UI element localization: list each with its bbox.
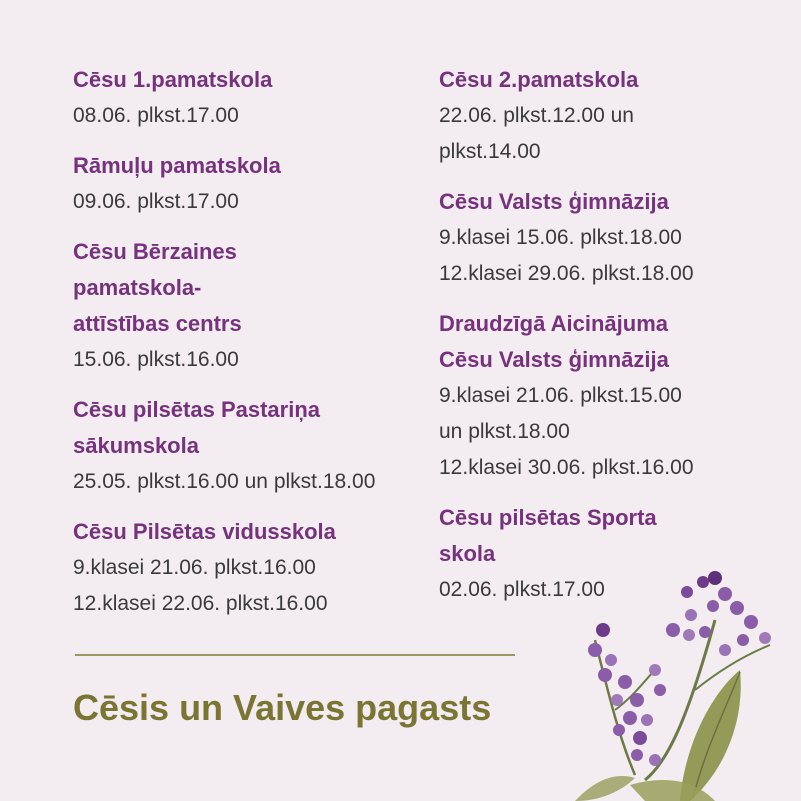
school-name-line: Cēsu pilsētas Pastariņa — [73, 397, 321, 422]
region-title: Cēsis un Vaives pagasts — [73, 687, 492, 728]
divider-line — [75, 654, 515, 656]
event-time-line: 02.06. plkst.17.00 — [439, 578, 605, 601]
event-time-line: 15.06. plkst.16.00 — [73, 348, 239, 371]
school-name-line: Cēsu Bērzaines — [73, 239, 237, 264]
event-time-line: 09.06. plkst.17.00 — [73, 190, 239, 213]
school-name — [439, 62, 739, 98]
event-time-line: 08.06. plkst.17.00 — [73, 104, 239, 127]
event-time — [73, 184, 433, 220]
school-name-line: Cēsu 2.pamatskola — [439, 67, 639, 92]
school-entry — [73, 62, 433, 134]
school-name-line: Rāmuļu pamatskola — [73, 153, 281, 178]
school-entry — [439, 306, 739, 486]
event-time-line: 9.klasei 21.06. plkst.15.00 — [439, 384, 682, 407]
left-school-column — [73, 62, 433, 636]
event-time — [439, 220, 739, 292]
event-time-line: 12.klasei 30.06. plkst.16.00 — [439, 456, 694, 479]
school-name — [73, 514, 433, 550]
school-name-line: pamatskola- — [73, 275, 202, 300]
school-name — [73, 62, 433, 98]
school-name — [439, 184, 739, 220]
event-time-line: plkst.14.00 — [439, 140, 541, 163]
school-name — [439, 306, 739, 378]
school-name-line: Draudzīgā Aicinājuma — [439, 311, 669, 336]
event-time-line: 12.klasei 22.06. plkst.16.00 — [73, 592, 328, 615]
school-name-line: sākumskola — [73, 433, 199, 458]
school-name — [73, 234, 433, 342]
event-time — [73, 550, 433, 622]
event-time — [439, 378, 739, 486]
school-name-line: Cēsu pilsētas Sporta — [439, 505, 657, 530]
event-time-line: 22.06. plkst.12.00 un — [439, 104, 634, 127]
school-entry — [73, 392, 433, 500]
school-name-line: attīstības centrs — [73, 311, 242, 336]
event-time — [73, 464, 433, 500]
school-name-line: Cēsu Valsts ģimnāzija — [439, 189, 669, 214]
school-name — [73, 392, 433, 464]
school-name-line: skola — [439, 541, 496, 566]
school-name-line: Cēsu Valsts ģimnāzija — [439, 347, 669, 372]
event-time — [73, 98, 433, 134]
school-name-line: Cēsu Pilsētas vidusskola — [73, 519, 336, 544]
event-time-line: 25.05. plkst.16.00 un plkst.18.00 — [73, 470, 376, 493]
event-time-line: 9.klasei 15.06. plkst.18.00 — [439, 226, 682, 249]
event-time-line: un plkst.18.00 — [439, 420, 570, 443]
event-time — [73, 342, 433, 378]
event-time-line: 9.klasei 21.06. plkst.16.00 — [73, 556, 316, 579]
school-entry — [439, 184, 739, 292]
school-entry — [73, 148, 433, 220]
school-entry — [439, 62, 739, 170]
school-name — [73, 148, 433, 184]
event-time-line: 12.klasei 29.06. plkst.18.00 — [439, 262, 694, 285]
right-school-column — [439, 62, 739, 622]
school-entry — [73, 234, 433, 378]
event-time — [439, 98, 739, 170]
lilac-flower-icon — [575, 560, 801, 801]
school-entry — [73, 514, 433, 622]
school-name-line: Cēsu 1.pamatskola — [73, 67, 273, 92]
